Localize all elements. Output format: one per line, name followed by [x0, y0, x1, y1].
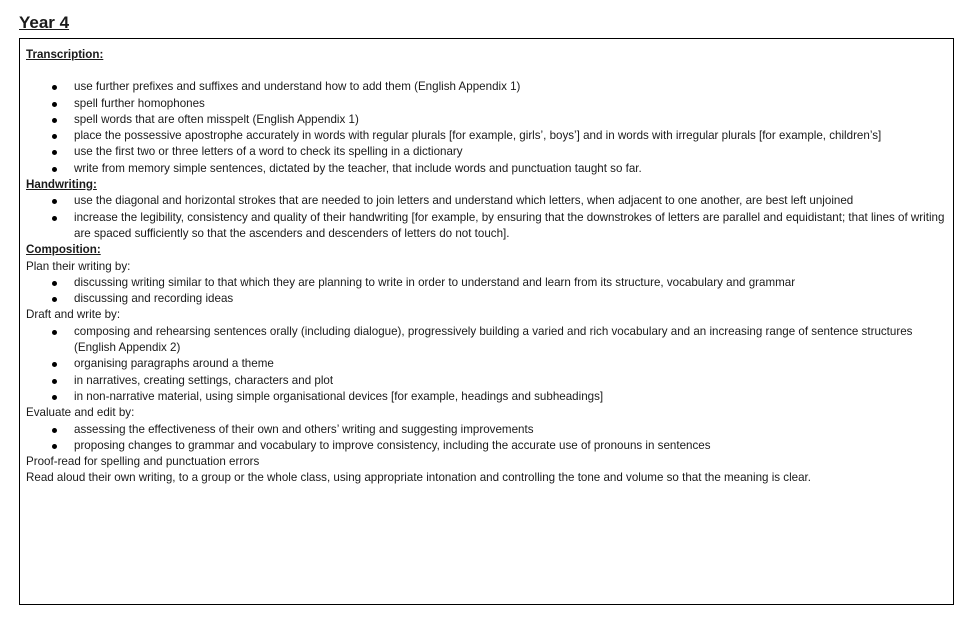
section-spacer: [26, 63, 947, 79]
list-item: use further prefixes and suffixes and understand how to add them (English Appendix 1): [26, 79, 947, 95]
handwriting-list: [26, 193, 947, 242]
list-item: discussing and recording ideas: [26, 291, 947, 307]
draft-label: Draft and write by:: [26, 308, 121, 322]
list-item: spell words that are often misspelt (English Appendix 1): [26, 112, 947, 128]
handwriting-heading: Handwriting:: [26, 178, 97, 192]
list-item: discussing writing similar to that which they are planning to write in order to understand and learn from its structure, vocabulary and grammar: [26, 275, 947, 291]
list-item: in narratives, creating settings, characters and plot: [26, 373, 947, 389]
evaluate-list: [26, 422, 947, 455]
plan-label: Plan their writing by:: [26, 259, 131, 273]
read-aloud-line: Read aloud their own writing, to a group or the whole class, using appropriate intonation and controlling the tone and volume so that the meaning is clear.: [26, 471, 811, 485]
list-item: composing and rehearsing sentences orally (including dialogue), progressively building a varied and rich vocabulary and an increasing range of sentence structures (English Appendix 2): [26, 324, 947, 357]
plan-list: [26, 275, 947, 308]
list-item: proposing changes to grammar and vocabulary to improve consistency, including the accurate use of pronouns in sentences: [26, 438, 947, 454]
page-title: Year 4: [19, 13, 70, 32]
list-item: place the possessive apostrophe accurately in words with regular plurals [for example, girls’, boys’] and in words with irregular plurals [for example, children’s]: [26, 128, 947, 144]
list-item: use the diagonal and horizontal strokes that are needed to join letters and understand which letters, when adjacent to one another, are best left unjoined: [26, 193, 947, 209]
transcription-heading: Transcription:: [26, 48, 104, 61]
draft-list: [26, 324, 947, 405]
list-item: use the first two or three letters of a word to check its spelling in a dictionary: [26, 144, 947, 160]
list-item: write from memory simple sentences, dictated by the teacher, that include words and punctuation taught so far.: [26, 161, 947, 177]
curriculum-box: [19, 38, 954, 605]
evaluate-label: Evaluate and edit by:: [26, 406, 135, 420]
list-item: organising paragraphs around a theme: [26, 356, 947, 372]
list-item: increase the legibility, consistency and quality of their handwriting [for example, by ensuring that the downstrokes of letters are parallel and equidistant; that lines of writing are spaced sufficiently so that the ascenders and descenders of letters do not touch].: [26, 210, 947, 243]
proofread-line: Proof-read for spelling and punctuation errors: [26, 455, 260, 469]
list-item: in non-narrative material, using simple organisational devices [for example, headings and subheadings]: [26, 389, 947, 405]
list-item: spell further homophones: [26, 96, 947, 112]
composition-heading: Composition:: [26, 243, 101, 257]
transcription-list: [26, 79, 947, 177]
list-item: assessing the effectiveness of their own and others’ writing and suggesting improvements: [26, 422, 947, 438]
